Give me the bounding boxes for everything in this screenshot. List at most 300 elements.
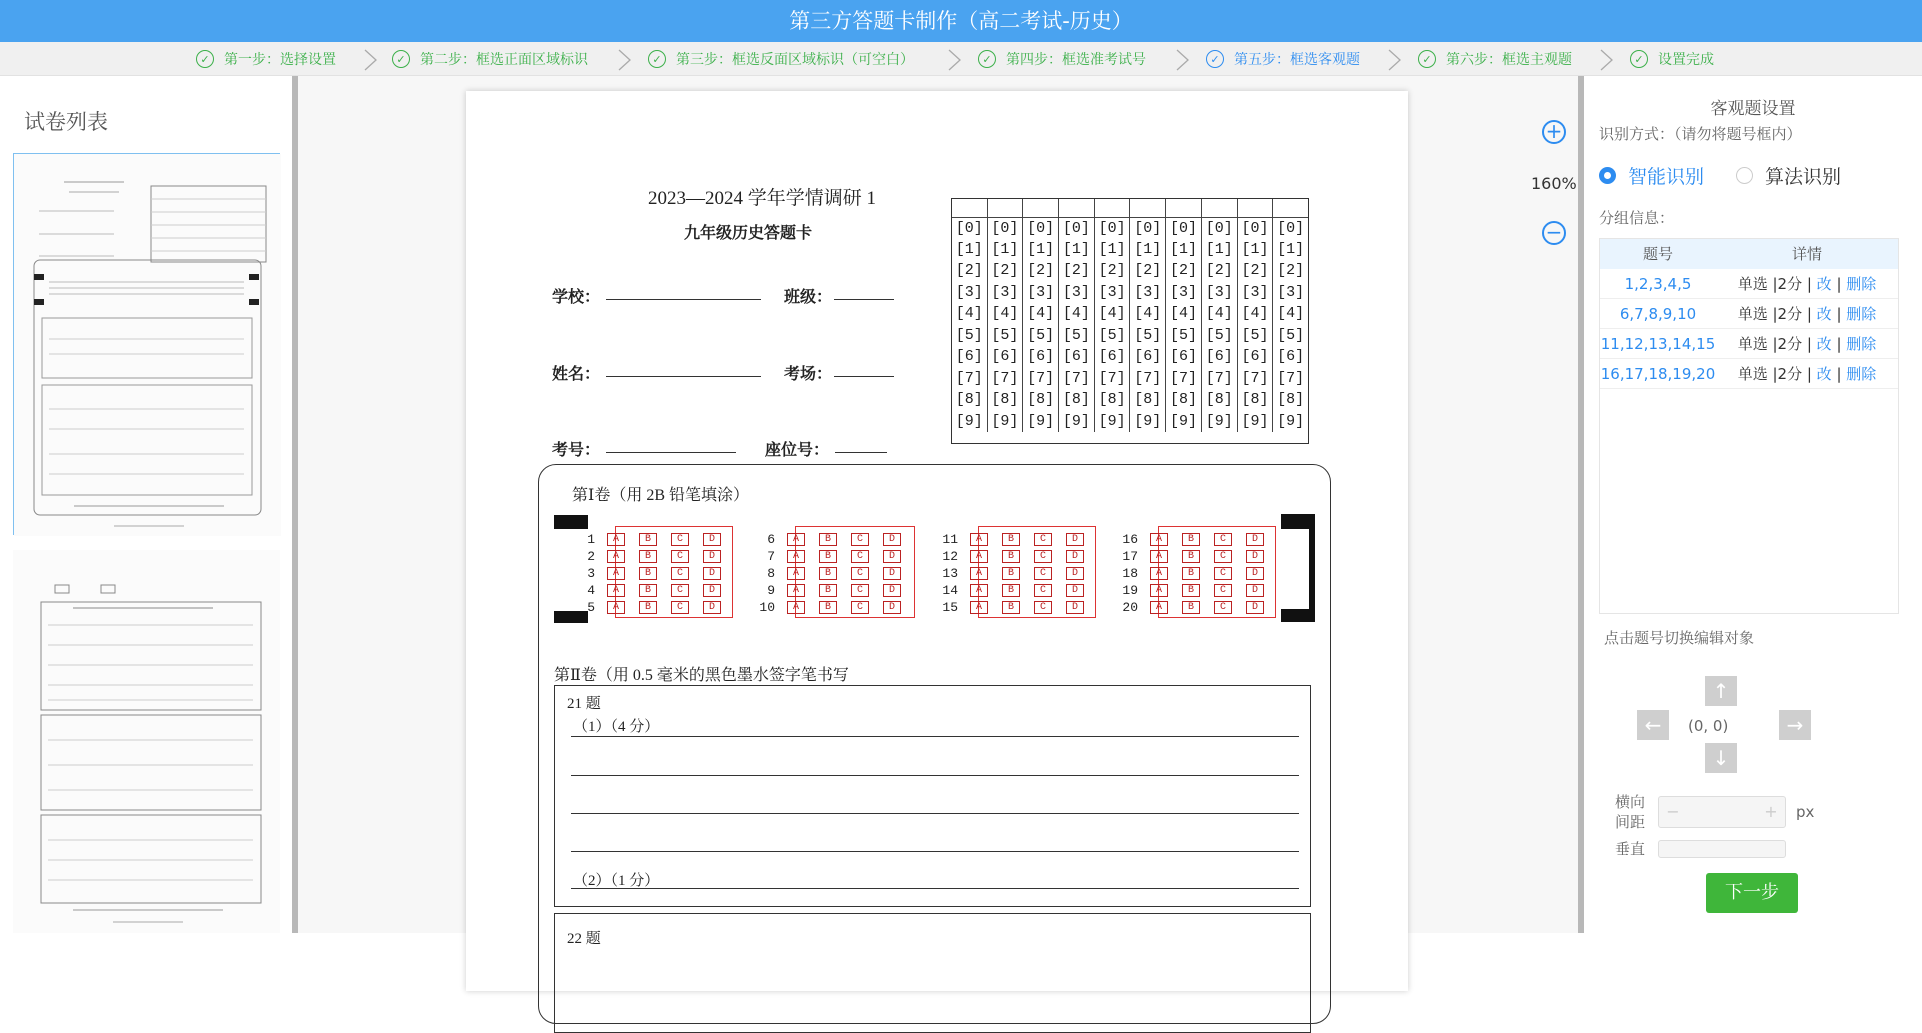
q21-label: 21 题 [567,696,601,712]
paper-list-title: 试卷列表 [24,110,108,134]
digit-bubble: [1] [987,239,1023,261]
option-bubble: B [1002,533,1020,546]
sheet-title: 2023—2024 学年学情调研 1 [648,188,877,209]
q21-frame [554,685,1311,907]
option-bubble: A [607,533,625,546]
question-number: 10 [759,600,775,615]
group-info-label: 分组信息： [1599,209,1675,227]
zoom-out-icon[interactable]: − [1542,221,1566,245]
table-row[interactable] [1600,329,1898,359]
question-row [934,599,1098,616]
digit-bubble: [5] [955,326,983,344]
grid-header-cell [1094,199,1130,217]
group-numbers[interactable]: 6,7,8,9,10 [1619,305,1697,323]
radio-dot [1736,167,1753,184]
option-bubble: C [1214,584,1232,597]
step-4[interactable] [978,42,1146,76]
digit-bubble: [4] [1059,303,1095,325]
question-row [751,582,915,599]
sheet-subtitle: 九年级历史答题卡 [684,225,813,242]
group-detail-text: 单选 |2分 | [1737,275,1812,293]
exam-number-table [952,199,1308,432]
grid-header-cell [1273,199,1308,217]
option-bubble: C [1214,533,1232,546]
paper-thumbnail-1[interactable] [13,153,280,535]
school-line [606,299,761,300]
digit-bubble: [8] [955,391,983,409]
option-bubble: B [1182,584,1200,597]
seat-line [835,452,887,453]
digit-bubble: [7] [1201,368,1237,390]
h-spacing-label: 横向间距 [1614,793,1645,831]
question-number: 15 [942,600,958,615]
chevron-right-icon [614,48,636,72]
radio-label: 智能识别 [1628,166,1705,188]
question-row [751,565,915,582]
check-circle-icon: ✓ [392,50,410,68]
digit-bubble: [4] [1237,303,1273,325]
option-bubble: B [1002,550,1020,563]
question-row [751,531,915,548]
digit-bubble: [2] [1273,260,1308,282]
option-bubble: C [1034,533,1052,546]
question-row [751,548,915,565]
option-bubble: D [1066,584,1084,597]
digit-bubble: [4] [1094,303,1130,325]
digit-bubble: [1] [1094,239,1130,261]
option-bubble: D [883,567,901,580]
exam-number-grid[interactable] [951,198,1309,444]
option-bubble: C [1214,567,1232,580]
radio-dot [1599,167,1616,184]
digit-bubble: [9] [1130,411,1166,433]
digit-bubble: [2] [1201,260,1237,282]
digit-bubble: [2] [1166,260,1202,282]
digit-bubble: [3] [987,282,1023,304]
option-bubble: B [819,584,837,597]
digit-bubble: [4] [1201,303,1237,325]
option-bubble: A [970,567,988,580]
step-7[interactable] [1630,42,1714,76]
digit-bubble: [2] [955,262,983,280]
seat-label: 座位号： [765,442,830,459]
digit-bubble: [2] [1237,260,1273,282]
digit-bubble: [9] [1023,411,1059,433]
digit-bubble: [3] [1059,282,1095,304]
digit-row [952,217,1308,239]
steps-bar [0,42,1922,76]
digit-bubble: [9] [1237,411,1273,433]
digit-bubble: [1] [1166,239,1202,261]
step-label: 第六步：框选主观题 [1446,52,1572,68]
option-bubble: A [607,601,625,614]
step-1[interactable] [196,42,336,76]
option-bubble: D [1246,533,1264,546]
grid-header-row [952,199,1308,217]
grid-header-cell [952,199,987,217]
q21-part2-label: （2）（1 分） [573,873,660,889]
digit-bubble: [2] [987,260,1023,282]
digit-bubble: [7] [955,369,983,387]
step-6[interactable] [1418,42,1572,76]
digit-bubble: [8] [1023,389,1059,411]
option-bubble: B [1182,550,1200,563]
digit-row [952,368,1308,390]
group-numbers[interactable]: 1,2,3,4,5 [1624,275,1692,293]
digit-bubble: [9] [1166,411,1202,433]
question-row [934,565,1098,582]
question-number: 1 [587,532,595,547]
option-bubble: A [787,550,805,563]
group-numbers[interactable]: 11,12,13,14,15 [1600,335,1716,353]
check-circle-icon: ✓ [1418,50,1436,68]
group-detail: 单选 |2分 | 改 | 删除 [1737,275,1877,293]
step-label: 第一步：选择设置 [224,52,336,68]
anchor-mark [554,515,588,529]
digit-bubble: [8] [1166,389,1202,411]
option-bubble: C [1034,550,1052,563]
table-row[interactable] [1600,269,1898,299]
table-row[interactable] [1600,359,1898,389]
digit-bubble: [1] [955,240,983,258]
zoom-in-icon[interactable]: + [1542,120,1566,144]
digit-bubble: [5] [987,325,1023,347]
chevron-right-icon [1384,48,1406,72]
mcq-block-2 [751,531,915,616]
option-bubble: C [1214,550,1232,563]
question-row [571,531,735,548]
digit-bubble: [8] [1237,389,1273,411]
plus-icon[interactable]: + [1764,802,1778,821]
option-bubble: A [1150,601,1168,614]
option-bubble: C [1214,601,1232,614]
digit-bubble: [1] [1059,239,1095,261]
v-spacing-label: 垂直 [1614,840,1645,858]
digit-bubble: [7] [1023,368,1059,390]
digit-bubble: [9] [987,411,1023,433]
option-bubble: D [703,567,721,580]
question-number: 19 [1122,583,1138,598]
option-bubble: B [1002,601,1020,614]
digit-bubble: [4] [1130,303,1166,325]
group-detail-text: 单选 |2分 | [1737,335,1812,353]
question-number: 5 [587,600,595,615]
step-2[interactable] [392,42,588,76]
option-bubble: D [883,601,901,614]
option-bubble: C [671,533,689,546]
digit-bubble: [6] [1059,346,1095,368]
digit-bubble: [0] [1130,217,1166,239]
digit-row [952,239,1308,261]
table-header [1600,239,1898,269]
anchor-mark [1281,514,1315,529]
digit-bubble: [3] [1201,282,1237,304]
grid-header-cell [1166,199,1202,217]
question-number: 12 [942,549,958,564]
anchor-mark [1309,529,1315,609]
option-bubble: B [1182,533,1200,546]
arrow-right-icon[interactable]: → [1779,710,1811,740]
exam-no-label: 考号： [552,442,601,459]
group-detail: 单选 |2分 | 改 | 删除 [1737,365,1877,383]
option-bubble: C [851,567,869,580]
school-label: 学校： [552,289,601,306]
part2-heading: 第Ⅱ卷（用 0.5 毫米的黑色墨水签字笔书写 [554,667,849,684]
option-bubble: B [639,533,657,546]
option-bubble: B [1182,601,1200,614]
digit-bubble: [5] [1130,325,1166,347]
digit-bubble: [9] [955,412,983,430]
digit-row [952,346,1308,368]
digit-bubble: [1] [1130,239,1166,261]
option-bubble: B [639,601,657,614]
option-bubble: A [1150,533,1168,546]
digit-bubble: [4] [1166,303,1202,325]
digit-bubble: [8] [1201,389,1237,411]
digit-bubble: [5] [1059,325,1095,347]
paper-thumbnail-2[interactable] [13,550,280,933]
digit-row [952,411,1308,433]
digit-bubble: [2] [1094,260,1130,282]
check-circle-icon: ✓ [1206,50,1224,68]
question-number: 17 [1122,549,1138,564]
option-bubble: D [1246,601,1264,614]
app-title: 第三方答题卡制作（高二考试-历史） [0,0,1922,42]
step-label: 第五步：框选客观题 [1234,52,1360,68]
step-5[interactable] [1206,42,1360,76]
digit-bubble: [0] [1059,217,1095,239]
digit-bubble: [2] [1023,260,1059,282]
question-number: 4 [587,583,595,598]
chevron-right-icon [1596,48,1618,72]
option-bubble: D [703,601,721,614]
digit-bubble: [7] [1130,368,1166,390]
question-row [1114,548,1278,565]
question-number: 20 [1122,600,1138,615]
option-bubble: B [819,550,837,563]
digit-bubble: [0] [1201,217,1237,239]
option-bubble: D [883,550,901,563]
option-bubble: D [883,533,901,546]
option-bubble: D [1246,584,1264,597]
group-rows [1600,269,1898,389]
arrow-down-icon[interactable]: ↓ [1705,743,1737,773]
q22-frame [554,913,1311,1033]
digit-bubble: [5] [1201,325,1237,347]
digit-bubble: [7] [1237,368,1273,390]
class-line [834,299,894,300]
option-bubble: A [970,584,988,597]
hint-text: 点击题号切换编辑对象 [1604,629,1755,647]
question-number: 11 [942,532,958,547]
option-bubble: C [671,584,689,597]
digit-bubble: [1] [1237,239,1273,261]
digit-bubble: [0] [955,219,983,237]
arrow-left-icon[interactable]: ← [1637,710,1669,740]
option-bubble: C [671,567,689,580]
digit-bubble: [2] [1059,260,1095,282]
digit-bubble: [3] [1023,282,1059,304]
option-bubble: D [883,584,901,597]
v-spacing-input[interactable] [1658,840,1786,858]
digit-bubble: [7] [1094,368,1130,390]
part1-heading: 第Ⅰ卷（用 2B 铅笔填涂） [572,487,749,504]
digit-bubble: [3] [1273,282,1308,304]
question-row [751,599,915,616]
sheet-canvas[interactable] [298,76,1578,947]
question-row [571,582,735,599]
edit-link[interactable]: 改 [1816,365,1832,383]
digit-bubble: [6] [1094,346,1130,368]
digit-bubble: [3] [1166,282,1202,304]
check-circle-icon: ✓ [978,50,996,68]
room-label: 考场： [784,366,833,383]
digit-bubble: [8] [1130,389,1166,411]
option-bubble: D [1066,601,1084,614]
question-number: 9 [767,583,775,598]
chevron-right-icon [360,48,382,72]
q22-label: 22 题 [567,931,601,947]
name-line [606,376,761,377]
grid-header-cell [987,199,1023,217]
option-bubble: D [1066,567,1084,580]
paper-list-panel [0,76,290,933]
question-row [934,548,1098,565]
table-row[interactable] [1600,299,1898,329]
question-number: 7 [767,549,775,564]
delete-link[interactable]: 删除 [1846,335,1877,353]
digit-bubble: [6] [1201,346,1237,368]
minus-icon[interactable]: − [1666,802,1680,821]
option-bubble: D [1066,533,1084,546]
question-number: 6 [767,532,775,547]
group-detail: 单选 |2分 | 改 | 删除 [1737,305,1877,323]
arrow-up-icon[interactable]: ↑ [1705,676,1737,706]
unit-label: px [1796,803,1815,821]
digit-bubble: [8] [987,389,1023,411]
grid-header-cell [1201,199,1237,217]
panel-title: 客观题设置 [1710,99,1796,119]
grid-header-cell [1023,199,1059,217]
option-bubble: D [703,533,721,546]
option-bubble: C [1034,601,1052,614]
zoom-level: 160% [1531,174,1577,193]
name-label: 姓名： [552,366,601,383]
digit-bubble: [9] [1201,411,1237,433]
h-spacing-input[interactable] [1658,796,1786,828]
option-bubble: B [639,550,657,563]
option-bubble: C [671,550,689,563]
check-circle-icon: ✓ [1630,50,1648,68]
option-bubble: B [1002,567,1020,580]
option-bubble: C [851,601,869,614]
question-number: 2 [587,549,595,564]
answer-sheet-page[interactable] [466,91,1408,991]
question-number: 13 [942,566,958,581]
digit-row [952,260,1308,282]
check-circle-icon: ✓ [648,50,666,68]
step-label: 第二步：框选正面区域标识 [420,52,588,68]
option-bubble: A [1150,567,1168,580]
digit-bubble: [9] [1273,411,1308,433]
option-bubble: A [787,567,805,580]
step-label: 设置完成 [1658,52,1714,68]
question-row [1114,531,1278,548]
option-bubble: B [639,567,657,580]
option-bubble: A [787,601,805,614]
edit-link[interactable]: 改 [1816,335,1832,353]
option-bubble: A [1150,550,1168,563]
next-step-button[interactable]: 下一步 [1706,873,1798,913]
question-row [571,565,735,582]
digit-bubble: [6] [1273,346,1308,368]
grid-header-cell [1130,199,1166,217]
delete-link[interactable]: 删除 [1846,305,1877,323]
option-bubble: B [819,533,837,546]
step-3[interactable] [648,42,914,76]
option-bubble: B [1002,584,1020,597]
option-bubble: A [970,533,988,546]
digit-bubble: [6] [987,346,1023,368]
digit-bubble: [5] [1023,325,1059,347]
radio-algo-recognition[interactable] [1736,162,1841,189]
digit-bubble: [7] [1166,368,1202,390]
digit-row [952,303,1308,325]
option-bubble: B [819,601,837,614]
question-row [1114,565,1278,582]
digit-bubble: [4] [955,305,983,323]
option-bubble: A [970,601,988,614]
digit-bubble: [5] [1273,325,1308,347]
radio-smart-recognition[interactable] [1599,162,1704,189]
option-bubble: C [1034,584,1052,597]
delete-link[interactable]: 删除 [1846,365,1877,383]
digit-bubble: [6] [1130,346,1166,368]
group-detail-text: 单选 |2分 | [1737,305,1812,323]
option-bubble: C [671,601,689,614]
option-bubble: B [819,567,837,580]
option-bubble: A [607,550,625,563]
room-line [834,376,894,377]
exam-no-line [606,452,736,453]
question-number: 8 [767,566,775,581]
mcq-block-1 [571,531,735,616]
option-bubble: B [639,584,657,597]
option-bubble: C [851,550,869,563]
digit-bubble: [8] [1273,389,1308,411]
digit-bubble: [1] [1201,239,1237,261]
edit-link[interactable]: 改 [1816,305,1832,323]
q21-part1-label: （1）（4 分） [573,719,660,735]
digit-bubble: [0] [1023,217,1059,239]
step-label: 第四步：框选准考试号 [1006,52,1146,68]
digit-bubble: [8] [1094,389,1130,411]
answer-line [571,813,1299,814]
digit-bubble: [3] [1094,282,1130,304]
col-header: 详情 [1791,245,1822,263]
question-number: 3 [587,566,595,581]
question-number: 18 [1122,566,1138,581]
digit-bubble: [9] [1094,411,1130,433]
digit-bubble: [9] [1059,411,1095,433]
option-bubble: A [607,584,625,597]
digit-bubble: [5] [1166,325,1202,347]
edit-link[interactable]: 改 [1816,275,1832,293]
digit-row [952,282,1308,304]
group-numbers[interactable]: 16,17,18,19,20 [1600,365,1716,383]
delete-link[interactable]: 删除 [1846,275,1877,293]
digit-bubble: [6] [1237,346,1273,368]
